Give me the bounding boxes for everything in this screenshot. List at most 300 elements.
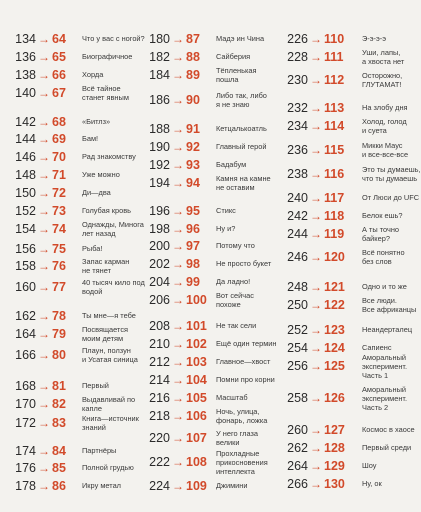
toc-entry[interactable] <box>282 422 415 438</box>
entry-title: Уши, лапы, а хвоста нет <box>362 48 405 67</box>
entry-title: Сапиенс <box>362 343 392 352</box>
toc-entry[interactable] <box>14 443 146 459</box>
entry-title: Масштаб <box>216 393 248 402</box>
arrow-right-icon: → <box>310 32 322 46</box>
toc-entry[interactable] <box>14 258 146 274</box>
toc-entry[interactable] <box>282 165 421 184</box>
toc-entry[interactable] <box>14 85 146 101</box>
toc-entry[interactable] <box>14 460 146 476</box>
source-number: 244 <box>287 227 308 241</box>
arrow-right-icon: → <box>310 441 322 455</box>
entry-title: Э-э-э-э <box>362 34 387 43</box>
entry-title: Осторожно, ГЛУТАМАТ! <box>362 71 403 90</box>
toc-entry[interactable] <box>14 347 146 363</box>
source-number: 242 <box>287 209 308 223</box>
arrow-right-icon: → <box>38 397 50 411</box>
entry-title: Не так сели <box>216 321 257 330</box>
target-number: 116 <box>324 167 345 181</box>
toc-entry[interactable] <box>282 296 417 315</box>
toc-entry[interactable] <box>148 67 280 83</box>
toc-entry[interactable] <box>282 322 413 338</box>
target-number: 93 <box>186 158 200 172</box>
source-number: 186 <box>149 93 170 107</box>
entry-title: Всё тайное станет явным <box>82 84 129 103</box>
source-number: 254 <box>287 341 308 355</box>
target-number: 87 <box>186 32 200 46</box>
toc-entry[interactable] <box>148 92 280 108</box>
target-number: 73 <box>52 204 66 218</box>
entry-title: Что у вас с ногой? <box>82 34 145 43</box>
entry-title: Кетцалькоатль <box>216 124 267 133</box>
toc-entry[interactable] <box>14 131 146 147</box>
arrow-right-icon: → <box>310 280 322 294</box>
toc-entry[interactable] <box>148 372 280 388</box>
entry-title: Выдавливай по капле <box>82 395 136 414</box>
source-number: 170 <box>15 397 36 411</box>
target-number: 68 <box>52 115 66 129</box>
entry-title: Прохладные прикосновения интеллекта <box>216 449 268 477</box>
source-number: 260 <box>287 423 308 437</box>
target-number: 106 <box>186 409 207 423</box>
source-number: 176 <box>15 461 36 475</box>
toc-entry[interactable] <box>14 31 146 47</box>
source-number: 212 <box>149 355 170 369</box>
entry-title: Стикс <box>216 206 236 215</box>
target-number: 69 <box>52 132 66 146</box>
toc-entry[interactable] <box>282 226 407 242</box>
source-number: 250 <box>287 298 308 312</box>
source-number: 232 <box>287 101 308 115</box>
target-number: 110 <box>324 32 345 46</box>
arrow-right-icon: → <box>38 115 50 129</box>
target-number: 109 <box>186 479 207 493</box>
arrow-right-icon: → <box>172 337 184 351</box>
toc-entry[interactable] <box>14 185 146 201</box>
target-number: 120 <box>324 250 345 264</box>
target-number: 127 <box>324 423 345 437</box>
toc-entry[interactable] <box>148 292 280 308</box>
source-number: 192 <box>149 158 170 172</box>
toc-entry[interactable] <box>148 449 280 477</box>
source-number: 210 <box>149 337 170 351</box>
arrow-right-icon: → <box>38 186 50 200</box>
arrow-right-icon: → <box>310 459 322 473</box>
toc-entry[interactable] <box>14 67 146 83</box>
source-number: 222 <box>149 455 170 469</box>
target-number: 85 <box>52 461 66 475</box>
source-number: 208 <box>149 319 170 333</box>
arrow-right-icon: → <box>38 86 50 100</box>
source-number: 184 <box>149 68 170 82</box>
toc-entry[interactable] <box>148 478 280 494</box>
toc-entry[interactable] <box>282 208 407 224</box>
toc-entry[interactable] <box>148 408 280 424</box>
toc-entry[interactable] <box>14 167 146 183</box>
source-number: 156 <box>15 242 36 256</box>
source-number: 190 <box>149 140 170 154</box>
toc-entry[interactable] <box>14 396 146 412</box>
target-number: 74 <box>52 222 66 236</box>
target-number: 117 <box>324 191 345 205</box>
toc-entry[interactable] <box>282 385 408 413</box>
toc-entry[interactable] <box>148 318 280 334</box>
toc-entry[interactable] <box>282 100 407 116</box>
arrow-right-icon: → <box>172 68 184 82</box>
toc-entry[interactable] <box>148 49 280 65</box>
target-number: 66 <box>52 68 66 82</box>
entry-title: Икру метал <box>82 481 121 490</box>
source-number: 188 <box>149 122 170 136</box>
arrow-right-icon: → <box>172 204 184 218</box>
arrow-right-icon: → <box>38 150 50 164</box>
source-number: 234 <box>287 119 308 133</box>
toc-entry[interactable] <box>148 390 280 406</box>
source-number: 226 <box>287 32 308 46</box>
arrow-right-icon: → <box>172 239 184 253</box>
entry-title: Голубая кровь <box>82 206 132 215</box>
target-number: 96 <box>186 222 200 236</box>
toc-entry[interactable] <box>14 308 146 324</box>
arrow-right-icon: → <box>38 461 50 475</box>
arrow-right-icon: → <box>38 327 50 341</box>
toc-entry[interactable] <box>14 378 146 394</box>
entry-title: Книга—источник знаний <box>82 414 139 433</box>
entry-title: Сайберия <box>216 52 251 61</box>
source-number: 266 <box>287 477 308 491</box>
target-number: 125 <box>324 359 345 373</box>
source-number: 230 <box>287 73 308 87</box>
source-number: 202 <box>149 257 170 271</box>
target-number: 76 <box>52 259 66 273</box>
arrow-right-icon: → <box>310 227 322 241</box>
target-number: 92 <box>186 140 200 154</box>
toc-entry[interactable] <box>148 221 280 237</box>
entry-title: Ночь, улица, фонарь, ложка <box>216 407 268 426</box>
entry-title: Полной грудью <box>82 463 134 472</box>
toc-entry[interactable] <box>282 476 407 492</box>
target-number: 98 <box>186 257 200 271</box>
target-number: 81 <box>52 379 66 393</box>
arrow-right-icon: → <box>310 323 322 337</box>
toc-entry[interactable] <box>148 238 280 254</box>
entry-title: Бам! <box>82 134 99 143</box>
toc-entry[interactable] <box>282 31 407 47</box>
toc-entry[interactable] <box>148 31 280 47</box>
target-number: 129 <box>324 459 345 473</box>
target-number: 88 <box>186 50 200 64</box>
entry-title: Все люди. Все африканцы <box>362 296 417 315</box>
entry-title: Биографичное <box>82 52 133 61</box>
entry-title: Это ты думаешь, что ты думаешь <box>362 165 421 184</box>
target-number: 115 <box>324 143 345 157</box>
target-number: 112 <box>324 73 345 87</box>
arrow-right-icon: → <box>172 391 184 405</box>
entry-title: Посвящается моим детям <box>82 325 129 344</box>
toc-entry[interactable] <box>14 203 146 219</box>
entry-title: Мадэ ин Чина <box>216 34 265 43</box>
source-number: 206 <box>149 293 170 307</box>
target-number: 128 <box>324 441 345 455</box>
toc-entry[interactable] <box>148 430 280 446</box>
arrow-right-icon: → <box>38 68 50 82</box>
arrow-right-icon: → <box>310 101 322 115</box>
arrow-right-icon: → <box>38 259 50 273</box>
arrow-right-icon: → <box>172 431 184 445</box>
arrow-right-icon: → <box>38 32 50 46</box>
arrow-right-icon: → <box>172 140 184 154</box>
entry-title: Ещё один термин <box>216 339 277 348</box>
target-number: 114 <box>324 119 345 133</box>
arrow-right-icon: → <box>38 280 50 294</box>
arrow-right-icon: → <box>38 242 50 256</box>
source-number: 214 <box>149 373 170 387</box>
source-number: 198 <box>149 222 170 236</box>
arrow-right-icon: → <box>38 379 50 393</box>
source-number: 150 <box>15 186 36 200</box>
source-number: 142 <box>15 115 36 129</box>
entry-title: Уже можно <box>82 170 120 179</box>
source-number: 164 <box>15 327 36 341</box>
entry-title: Помни про корни <box>216 375 275 384</box>
entry-title: Шоу <box>362 461 377 470</box>
target-number: 113 <box>324 101 345 115</box>
entry-title: Ну и? <box>216 224 236 233</box>
arrow-right-icon: → <box>172 319 184 333</box>
target-number: 103 <box>186 355 207 369</box>
target-number: 82 <box>52 397 66 411</box>
arrow-right-icon: → <box>172 222 184 236</box>
source-number: 154 <box>15 222 36 236</box>
arrow-right-icon: → <box>310 73 322 87</box>
arrow-right-icon: → <box>172 455 184 469</box>
entry-title: «Битлз» <box>82 117 111 126</box>
target-number: 65 <box>52 50 66 64</box>
entry-title: А ты точно байкер? <box>362 225 400 244</box>
source-number: 146 <box>15 150 36 164</box>
source-number: 144 <box>15 132 36 146</box>
target-number: 78 <box>52 309 66 323</box>
target-number: 121 <box>324 280 345 294</box>
entry-title: Хорда <box>82 70 104 79</box>
entry-title: Да ладно! <box>216 277 251 286</box>
source-number: 264 <box>287 459 308 473</box>
toc-entry[interactable] <box>282 49 407 65</box>
arrow-right-icon: → <box>38 204 50 218</box>
source-number: 162 <box>15 309 36 323</box>
toc-entry[interactable] <box>14 221 146 237</box>
target-number: 67 <box>52 86 66 100</box>
target-number: 100 <box>186 293 207 307</box>
entry-title: Ди—два <box>82 188 111 197</box>
source-number: 172 <box>15 416 36 430</box>
target-number: 77 <box>52 280 66 294</box>
toc-entry[interactable] <box>14 149 146 165</box>
arrow-right-icon: → <box>38 222 50 236</box>
source-number: 224 <box>149 479 170 493</box>
entry-title: Аморальный эксперимент. Часть 2 <box>362 385 408 413</box>
entry-title: У него глаза велики <box>216 429 259 448</box>
arrow-right-icon: → <box>38 309 50 323</box>
toc-entry[interactable] <box>148 354 280 370</box>
toc-entry[interactable] <box>148 274 280 290</box>
arrow-right-icon: → <box>310 167 322 181</box>
source-number: 138 <box>15 68 36 82</box>
arrow-right-icon: → <box>172 93 184 107</box>
arrow-right-icon: → <box>38 479 50 493</box>
arrow-right-icon: → <box>38 168 50 182</box>
target-number: 71 <box>52 168 66 182</box>
target-number: 124 <box>324 341 345 355</box>
source-number: 148 <box>15 168 36 182</box>
arrow-right-icon: → <box>310 119 322 133</box>
entry-title: Всё понятно без слов <box>362 248 405 267</box>
arrow-right-icon: → <box>310 359 322 373</box>
toc-entry[interactable] <box>282 72 407 88</box>
arrow-right-icon: → <box>310 50 322 64</box>
entry-title: Одно и то же <box>362 282 407 291</box>
source-number: 216 <box>149 391 170 405</box>
entry-title: Джимини <box>216 481 248 490</box>
arrow-right-icon: → <box>172 373 184 387</box>
source-number: 182 <box>149 50 170 64</box>
entry-title: Тёпленькая пошла <box>216 66 257 85</box>
entry-title: Вот сейчас похоже <box>216 291 254 310</box>
arrow-right-icon: → <box>310 341 322 355</box>
source-number: 246 <box>287 250 308 264</box>
toc-entry[interactable] <box>282 118 407 134</box>
entry-title: Потому что <box>216 241 255 250</box>
toc-entry[interactable] <box>14 415 146 431</box>
arrow-right-icon: → <box>172 122 184 136</box>
toc-entry[interactable] <box>282 142 407 158</box>
toc-entry[interactable] <box>14 279 146 295</box>
source-number: 136 <box>15 50 36 64</box>
arrow-right-icon: → <box>172 257 184 271</box>
target-number: 97 <box>186 239 200 253</box>
target-number: 119 <box>324 227 345 241</box>
source-number: 204 <box>149 275 170 289</box>
arrow-right-icon: → <box>172 275 184 289</box>
source-number: 152 <box>15 204 36 218</box>
toc-entry[interactable] <box>14 478 146 494</box>
source-number: 252 <box>287 323 308 337</box>
entry-title: Аморальный эксперимент. Часть 1 <box>362 353 408 381</box>
source-number: 262 <box>287 441 308 455</box>
arrow-right-icon: → <box>310 391 322 405</box>
toc-entry[interactable] <box>148 203 280 219</box>
toc-entry[interactable] <box>14 241 146 257</box>
source-number: 134 <box>15 32 36 46</box>
target-number: 104 <box>186 373 207 387</box>
toc-entry[interactable] <box>148 121 280 137</box>
arrow-right-icon: → <box>310 209 322 223</box>
toc-entry[interactable] <box>148 336 280 352</box>
toc-entry[interactable] <box>282 279 407 295</box>
toc-entry[interactable] <box>282 458 407 474</box>
entry-title: Космос в хаосе <box>362 425 415 434</box>
entry-title: Главное—хвост <box>216 357 271 366</box>
toc-entry[interactable] <box>14 326 146 342</box>
entry-title: Плаун, ползун и Усатая синица <box>82 346 138 365</box>
source-number: 238 <box>287 167 308 181</box>
target-number: 90 <box>186 93 200 107</box>
target-number: 86 <box>52 479 66 493</box>
toc-entry[interactable] <box>282 353 408 381</box>
arrow-right-icon: → <box>38 444 50 458</box>
source-number: 218 <box>149 409 170 423</box>
source-number: 248 <box>287 280 308 294</box>
source-number: 228 <box>287 50 308 64</box>
source-number: 196 <box>149 204 170 218</box>
toc-entry[interactable] <box>282 440 412 456</box>
entry-title: Либо так, либо я не знаю <box>216 91 267 110</box>
toc-entry[interactable] <box>148 175 280 191</box>
arrow-right-icon: → <box>172 355 184 369</box>
target-number: 126 <box>324 391 345 405</box>
entry-title: Рад знакомству <box>82 152 136 161</box>
arrow-right-icon: → <box>310 423 322 437</box>
arrow-right-icon: → <box>38 132 50 146</box>
entry-title: Ну, ок <box>362 479 382 488</box>
target-number: 111 <box>324 50 344 64</box>
entry-title: Камня на камне не оставим <box>216 174 271 193</box>
entry-title: Запас карман не тянет <box>82 257 130 276</box>
entry-title: Главный герой <box>216 142 267 151</box>
source-number: 166 <box>15 348 36 362</box>
entry-title: Бадабум <box>216 160 247 169</box>
arrow-right-icon: → <box>172 32 184 46</box>
target-number: 72 <box>52 186 66 200</box>
source-number: 168 <box>15 379 36 393</box>
target-number: 118 <box>324 209 345 223</box>
target-number: 95 <box>186 204 200 218</box>
source-number: 180 <box>149 32 170 46</box>
toc-entry[interactable] <box>148 256 280 272</box>
target-number: 105 <box>186 391 207 405</box>
source-number: 174 <box>15 444 36 458</box>
source-number: 240 <box>287 191 308 205</box>
source-number: 258 <box>287 391 308 405</box>
arrow-right-icon: → <box>172 158 184 172</box>
target-number: 75 <box>52 242 66 256</box>
arrow-right-icon: → <box>172 409 184 423</box>
source-number: 220 <box>149 431 170 445</box>
source-number: 158 <box>15 259 36 273</box>
target-number: 64 <box>52 32 66 46</box>
toc-entry[interactable] <box>14 114 146 130</box>
toc-entry[interactable] <box>148 139 280 155</box>
toc-entry[interactable] <box>14 49 146 65</box>
source-number: 194 <box>149 176 170 190</box>
source-number: 200 <box>149 239 170 253</box>
arrow-right-icon: → <box>310 191 322 205</box>
toc-entry[interactable] <box>282 249 407 265</box>
entry-title: Белок ешь? <box>362 211 403 220</box>
entry-title: Рыба! <box>82 244 103 253</box>
target-number: 83 <box>52 416 66 430</box>
target-number: 130 <box>324 477 345 491</box>
toc-entry[interactable] <box>282 190 420 206</box>
source-number: 140 <box>15 86 36 100</box>
entry-title: Неандерталец <box>362 325 413 334</box>
arrow-right-icon: → <box>310 477 322 491</box>
arrow-right-icon: → <box>172 293 184 307</box>
target-number: 101 <box>186 319 207 333</box>
entry-title: Первый среди <box>362 443 412 452</box>
target-number: 107 <box>186 431 207 445</box>
target-number: 70 <box>52 150 66 164</box>
toc-entry[interactable] <box>148 157 280 173</box>
